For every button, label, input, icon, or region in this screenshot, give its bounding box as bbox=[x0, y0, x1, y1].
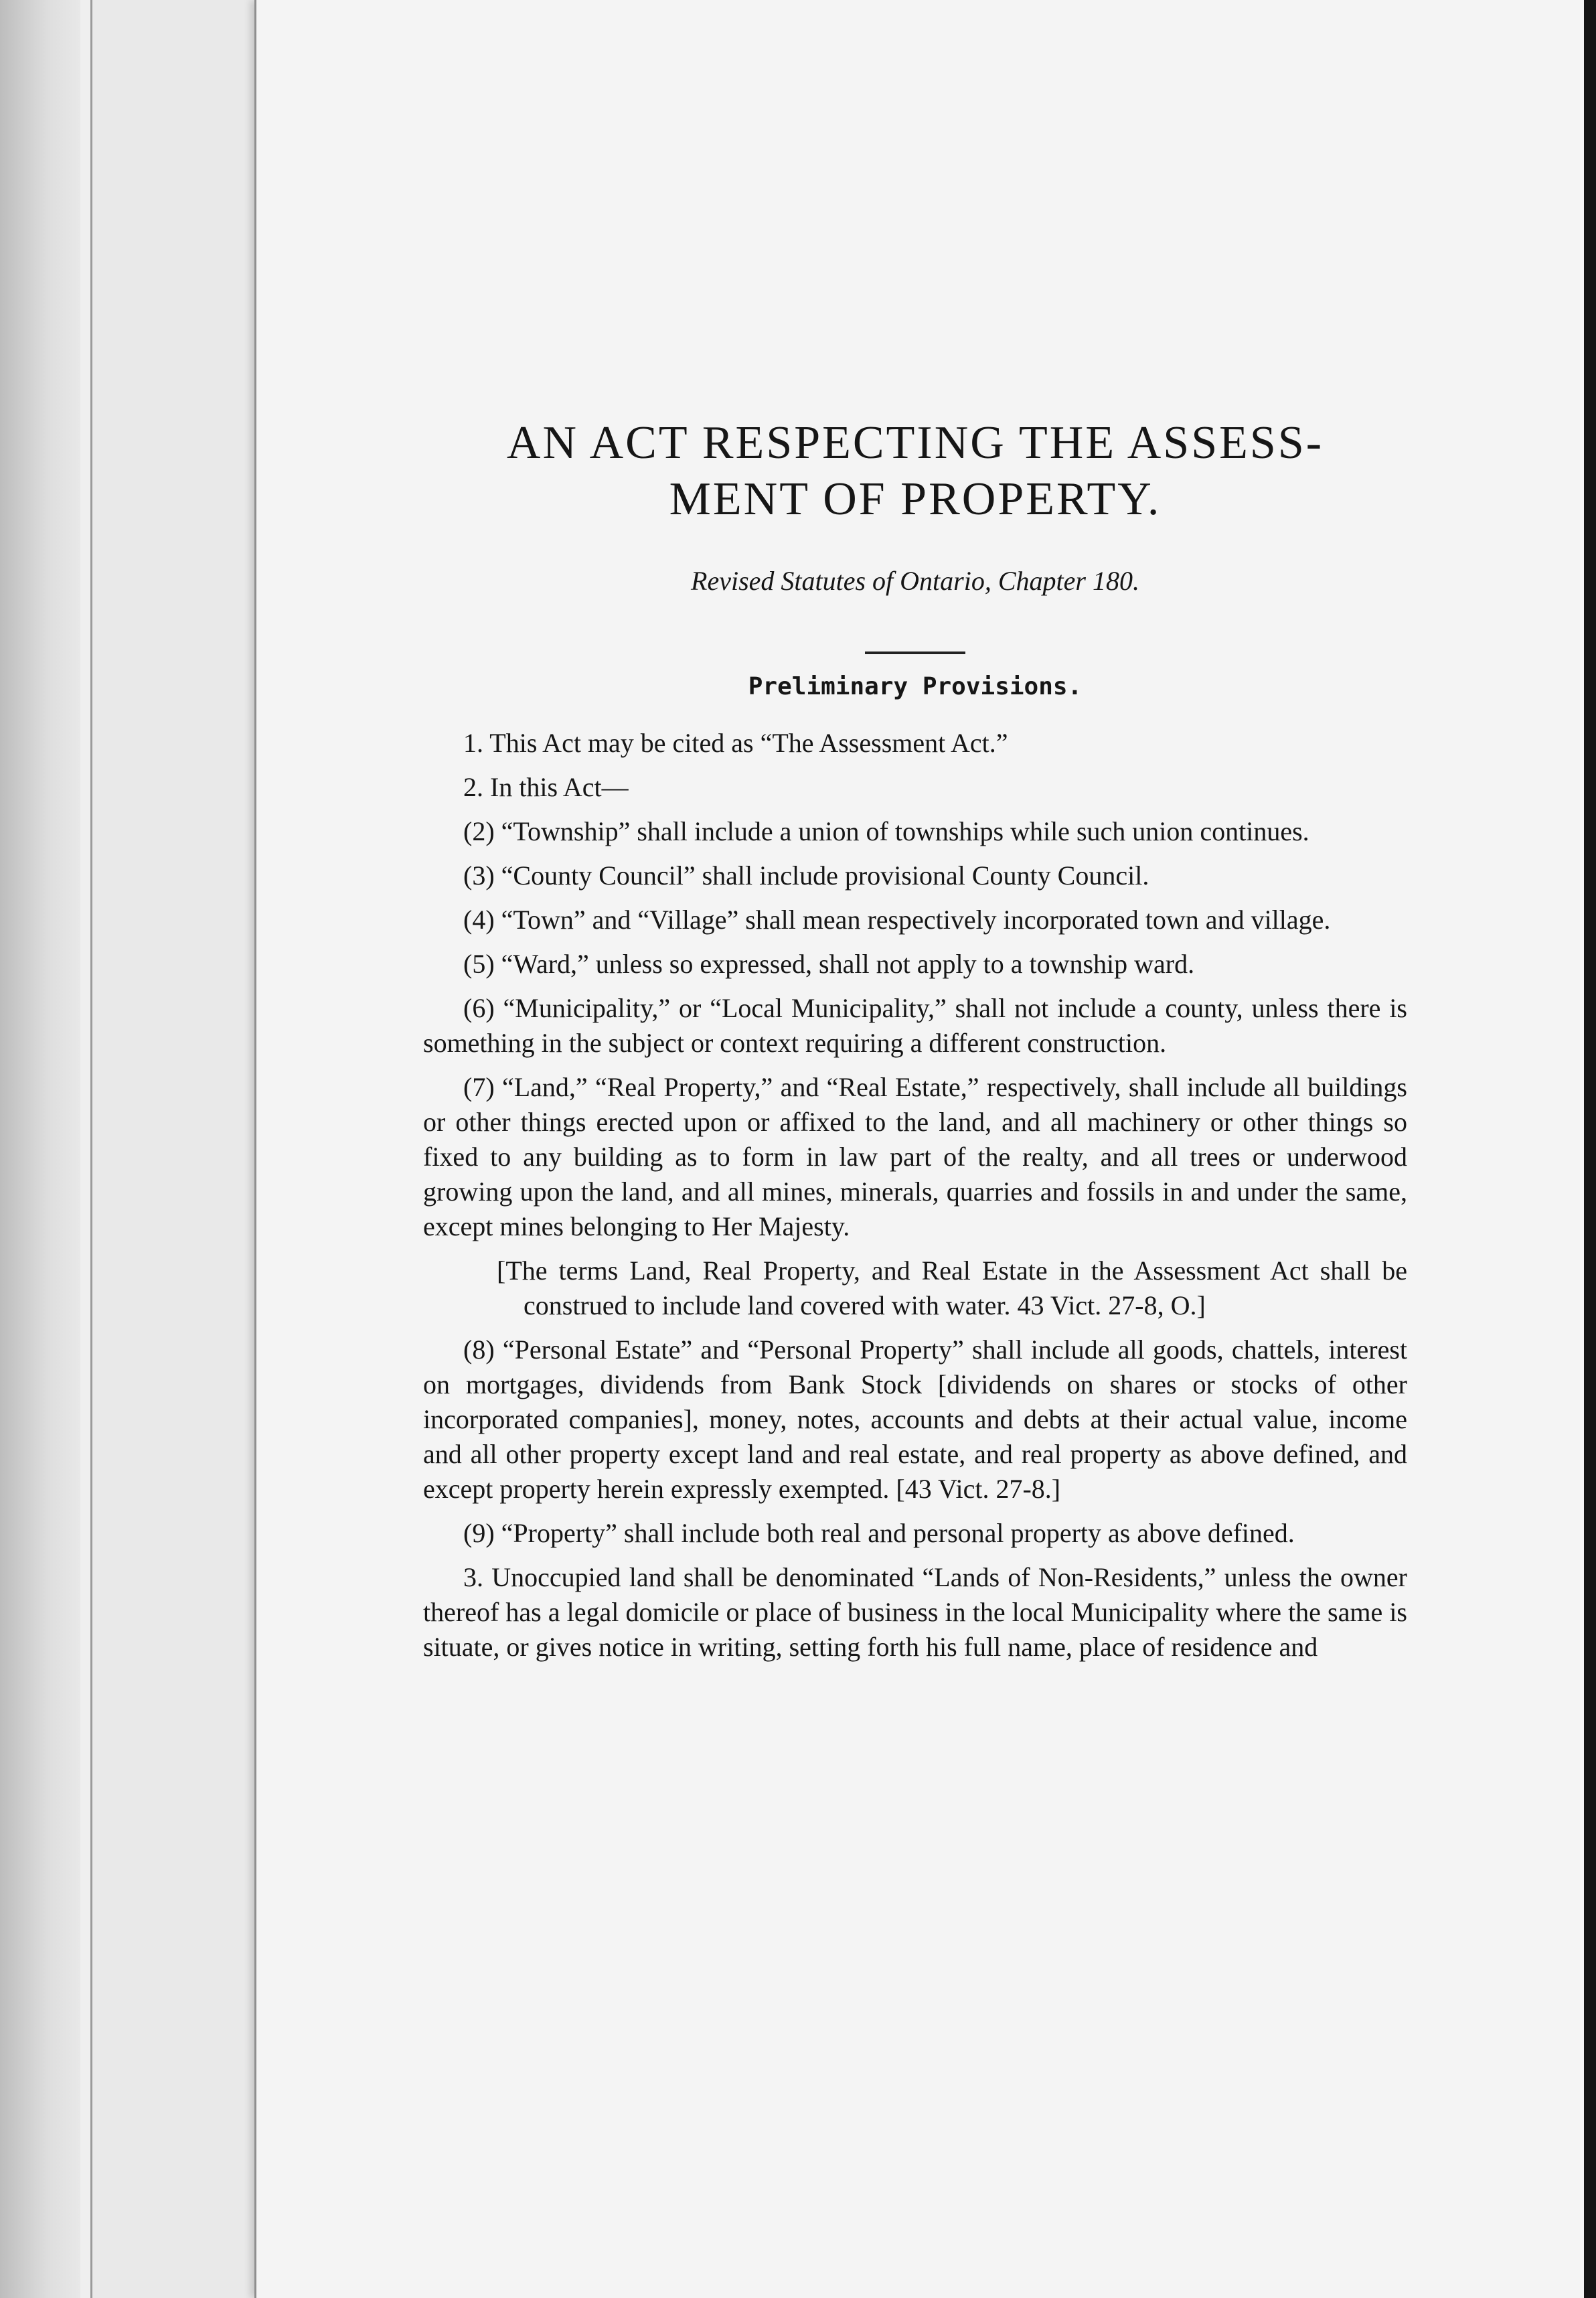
book-edge bbox=[0, 0, 80, 2298]
title-line-1: AN ACT RESPECTING THE ASSESS- bbox=[506, 417, 1324, 469]
document-body bbox=[423, 415, 1407, 1674]
paragraph-section-3: 3. Unoccupied land shall be denominated “Lands of Non-Residents,” unless the owner thereof has a legal domicile or place of business in the local Municipality where the same is situate, or gives notice in writing, setting forth his full name, place of residence and bbox=[423, 1562, 1407, 1662]
paragraph-municipality: (6) “Municipality,” or “Local Municipality,” shall not include a county, unless there is something in the subject or context requiring a different construction. bbox=[423, 993, 1407, 1058]
paragraph-section-1: 1. This Act may be cited as “The Assessment Act.” bbox=[463, 728, 1008, 758]
paragraph-town-village: (4) “Town” and “Village” shall mean respectively incorporated town and village. bbox=[463, 905, 1331, 935]
paragraph-section-2: 2. In this Act— bbox=[463, 772, 629, 802]
document-title bbox=[423, 415, 1407, 528]
paragraph-ward: (5) “Ward,” unless so expressed, shall not apply to a township ward. bbox=[463, 949, 1195, 979]
divider-rule bbox=[865, 652, 965, 654]
paragraph-township: (2) “Township” shall include a union of townships while such union continues. bbox=[463, 816, 1309, 846]
scan-border bbox=[1584, 0, 1596, 2298]
document-subtitle: Revised Statutes of Ontario, Chapter 180. bbox=[691, 566, 1139, 596]
paragraph-county-council: (3) “County Council” shall include provisional County Council. bbox=[463, 860, 1149, 891]
section-heading: Preliminary Provisions. bbox=[748, 673, 1083, 700]
title-line-2: MENT OF PROPERTY. bbox=[669, 473, 1162, 525]
paragraph-land: (7) “Land,” “Real Property,” and “Real Estate,” respectively, shall include all buildings or other things erected upon or affixed to the land, and all machinery or other things so fixed to any building as to form in law part of the realty, and all trees or underwood growing upon the land, and all mines, minerals, quarries and fossils in and under the same, except mines belonging to Her Majesty. bbox=[423, 1072, 1407, 1241]
paragraph-land-note: [The terms Land, Real Property, and Real Estate in the Assessment Act shall be construed to include land covered with water. 43 Vict. 27-8, O.] bbox=[497, 1255, 1407, 1320]
paragraph-property: (9) “Property” shall include both real and personal property as above defined. bbox=[463, 1518, 1295, 1548]
paragraph-personal-estate: (8) “Personal Estate” and “Personal Property” shall include all goods, chattels, interest on mortgages, dividends from Bank Stock [dividends on shares or stocks of other incorporated companies], money, notes, accounts and debts at their actual value, income and all other property except land and real estate, and real property as above defined, and except property herein expressly exempted. [43 Vict. 27-8.] bbox=[423, 1334, 1407, 1504]
